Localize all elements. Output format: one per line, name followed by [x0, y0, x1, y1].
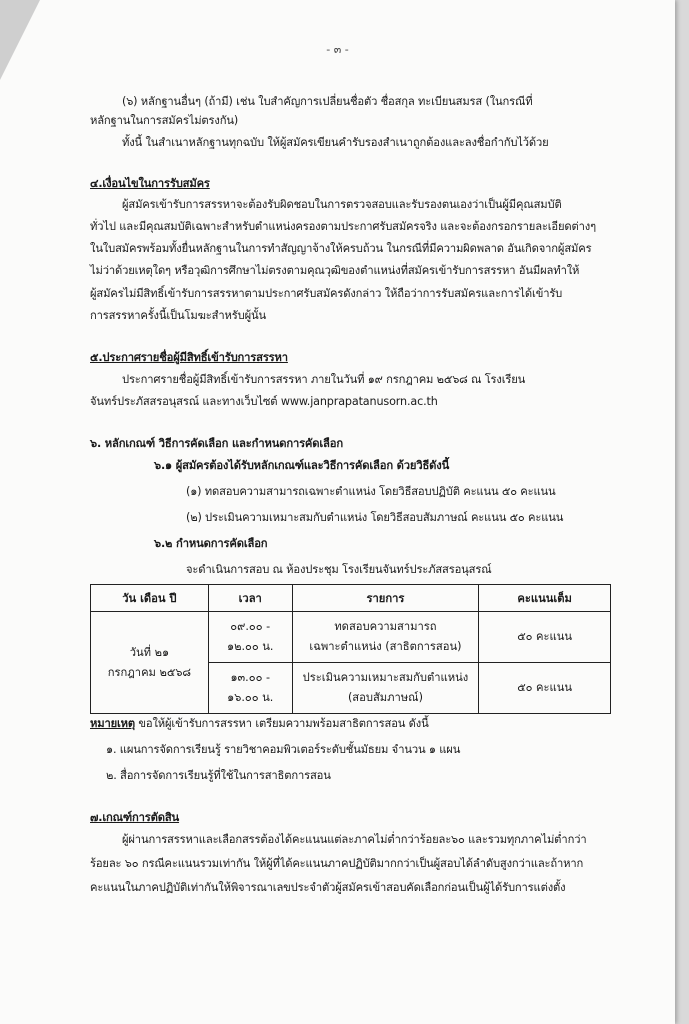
sec4-line: ผู้สมัครไม่มีสิทธิ์เข้ารับการสรรหาตามประกาศรับสมัครดังกล่าว ให้ถือว่าการรับสมัครและการได้เข้ารับ — [90, 287, 563, 300]
time-end: ๑๒.๐๐ น. — [226, 640, 274, 653]
note-item2: ๒. สื่อการจัดการเรียนรู้ที่ใช้ในการสาธิตการสอน — [106, 769, 331, 782]
time-cell — [208, 663, 292, 714]
schedule-table — [90, 584, 611, 714]
item-line1: ทดสอบความสามารถ — [334, 620, 437, 633]
item6-line1: (๖) หลักฐานอื่นๆ (ถ้ามี) เช่น ใบสำคัญการเปลี่ยนชื่อตัว ชื่อสกุล ทะเบียนสมรส (ในกรณีที่ — [122, 95, 533, 108]
sec4-heading: ๔.เงื่อนไขในการรับสมัคร — [90, 177, 210, 190]
time-start: ๑๓.๐๐ - — [230, 671, 270, 684]
table-header-row — [91, 585, 611, 612]
score-cell: ๕๐ คะแนน — [479, 612, 611, 663]
item6-line2: หลักฐานในการสมัครไม่ตรงกัน) — [90, 114, 239, 127]
item-line1: ประเมินความเหมาะสมกับตำแหน่ง — [302, 671, 469, 684]
note-line — [90, 716, 429, 732]
sec6-sub1-item1: (๑) ทดสอบความสามารถเฉพาะตำแหน่ง โดยวิธีสอบปฏิบัติ คะแนน ๕๐ คะแนน — [186, 485, 556, 498]
header-item: รายการ — [292, 585, 479, 612]
header-date: วัน เดือน ปี — [91, 585, 209, 612]
time-end: ๑๖.๐๐ น. — [227, 691, 274, 704]
sec4-line: ในใบสมัครพร้อมทั้งยื่นหลักฐานในการทำสัญญาจ้างให้ครบถ้วน ในกรณีที่มีความผิดพลาด อันเกิดจากผู้สมัคร — [90, 242, 592, 255]
score-cell: ๕๐ คะแนน — [479, 663, 611, 714]
sec6-heading: ๖. หลักเกณฑ์ วิธีการคัดเลือก และกำหนดการคัดเลือก — [90, 437, 343, 450]
item6-line3: ทั้งนี้ ในสำเนาหลักฐานทุกฉบับ ให้ผู้สมัครเขียนคำรับรองสำเนาถูกต้องและลงชื่อกำกับไว้ด้วย — [122, 136, 549, 149]
sec6-sub1-item2: (๒) ประเมินความเหมาะสมกับตำแหน่ง โดยวิธีสอบสัมภาษณ์ คะแนน ๕๐ คะแนน — [186, 511, 564, 524]
item-line2: เฉพาะตำแหน่ง (สาธิตการสอน) — [309, 640, 462, 653]
header-time: เวลา — [208, 585, 292, 612]
note-text: ขอให้ผู้เข้ารับการสรรหา เตรียมความพร้อมสาธิตการสอน ดังนี้ — [135, 717, 429, 730]
page-number: - ๓ - — [326, 43, 349, 56]
sec5-line2: จันทร์ประภัสสรอนุสรณ์ และทางเว็บไซต์ www.janprapatanusorn.ac.th — [90, 395, 438, 408]
note-item1: ๑. แผนการจัดการเรียนรู้ รายวิชาคอมพิวเตอร์ระดับชั้นมัธยม จำนวน ๑ แผน — [106, 743, 461, 756]
sec4-line: ทั่วไป และมีคุณสมบัติเฉพาะสำหรับตำแหน่งครองตามประกาศรับสมัครจริง และจะต้องกรอกรายละเอียดต่างๆ — [90, 220, 596, 233]
sec7-line: ผู้ผ่านการสรรหาและเลือกสรรต้องได้คะแนนแต่ละภาคไม่ต่ำกว่าร้อยละ๖๐ และรวมทุกภาคไม่ต่ำกว่า — [122, 833, 587, 846]
header-score: คะแนนเต็ม — [479, 585, 611, 612]
sec6-sub1-heading: ๖.๑ ผู้สมัครต้องได้รับหลักเกณฑ์และวิธีการคัดเลือก ด้วยวิธีดังนี้ — [154, 459, 450, 472]
item-cell — [292, 612, 479, 663]
sec4-line: ผู้สมัครเข้ารับการสรรหาจะต้องรับผิดชอบในการตรวจสอบและรับรองตนเองว่าเป็นผู้มีคุณสมบัติ — [122, 198, 562, 211]
note-label: หมายเหตุ — [90, 717, 136, 730]
date-line2: กรกฎาคม ๒๕๖๘ — [107, 665, 192, 679]
sec7-line: ร้อยละ ๖๐ กรณีคะแนนรวมเท่ากัน ให้ผู้ที่ได้คะแนนภาคปฏิบัติมากกว่าเป็นผู้สอบได้ลำดับสูงกว่าและถ้าหาก — [90, 857, 584, 870]
date-cell — [91, 612, 209, 714]
sec5-line1: ประกาศรายชื่อผู้มีสิทธิ์เข้ารับการสรรหา ภายในวันที่ ๑๙ กรกฎาคม ๒๕๖๘ ณ โรงเรียน — [122, 373, 526, 386]
time-start: ๐๙.๐๐ - — [230, 620, 271, 633]
item-line2: (สอบสัมภาษณ์) — [347, 691, 423, 704]
sec6-sub2-heading: ๖.๒ กำหนดการคัดเลือก — [154, 537, 268, 550]
date-line1: วันที่ ๒๑ — [129, 645, 170, 659]
sec4-line: ไม่ว่าด้วยเหตุใดๆ หรือวุฒิการศึกษาไม่ตรงตามคุณวุฒิของตำแหน่งที่สมัครเข้ารับการสรรหา อันมีผลทำให้ — [90, 264, 580, 277]
item-cell — [292, 663, 479, 714]
sec5-heading: ๕.ประกาศรายชื่อผู้มีสิทธิ์เข้ารับการสรรหา — [90, 351, 288, 364]
table-row — [91, 612, 611, 663]
sec7-heading: ๗.เกณฑ์การตัดสิน — [90, 811, 180, 824]
sec4-line: การสรรหาครั้งนี้เป็นโมฆะสำหรับผู้นั้น — [90, 309, 266, 322]
time-cell — [208, 612, 292, 663]
sec6-sub2-line: จะดำเนินการสอบ ณ ห้องประชุม โรงเรียนจันทร์ประภัสสรอนุสรณ์ — [186, 563, 492, 576]
sec7-line: คะแนนในภาคปฏิบัติเท่ากันให้พิจารณาเลขประจำตัวผู้สมัครเข้าสอบคัดเลือกก่อนเป็นผู้ได้รับการแต่งตั้ง — [90, 881, 566, 894]
